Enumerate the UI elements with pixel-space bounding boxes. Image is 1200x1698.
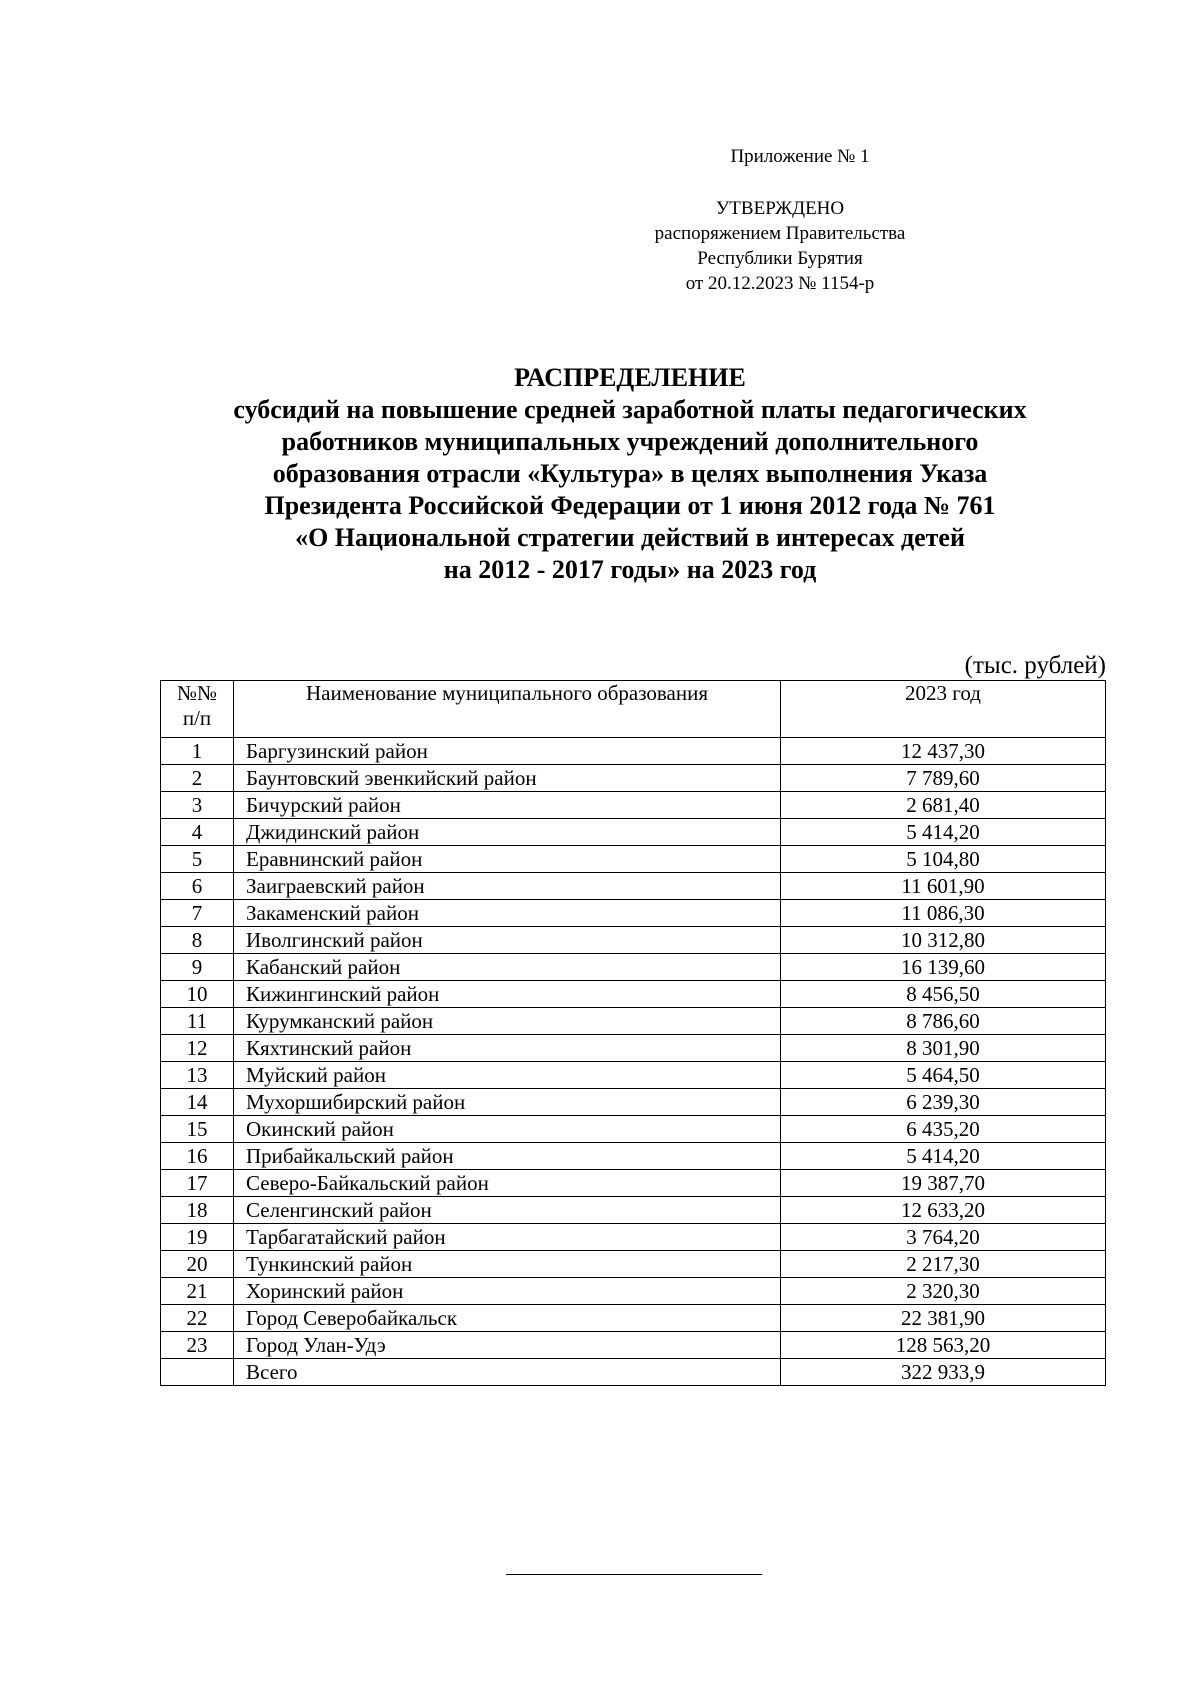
row-number: 8 — [161, 927, 234, 954]
row-name: Бичурский район — [234, 792, 781, 819]
table-row — [161, 981, 1106, 1008]
document-subtitle — [100, 394, 1160, 586]
unit-label: (тыс. рублей) — [964, 652, 1106, 679]
row-value: 16 139,60 — [781, 954, 1106, 981]
subtitle-line: образования отрасли «Культура» в целях выполнения Указа — [272, 459, 988, 488]
row-number — [161, 1359, 234, 1386]
row-name: Кижингинский район — [234, 981, 781, 1008]
table-row — [161, 765, 1106, 792]
row-number: 6 — [161, 873, 234, 900]
row-value: 2 320,30 — [781, 1278, 1106, 1305]
table-row — [161, 900, 1106, 927]
row-name: Город Улан-Удэ — [234, 1332, 781, 1359]
table-row — [161, 954, 1106, 981]
row-number: 4 — [161, 819, 234, 846]
row-value: 11 086,30 — [781, 900, 1106, 927]
row-number: 14 — [161, 1089, 234, 1116]
row-value: 10 312,80 — [781, 927, 1106, 954]
row-number: 13 — [161, 1062, 234, 1089]
row-value: 22 381,90 — [781, 1305, 1106, 1332]
row-value: 322 933,9 — [781, 1359, 1106, 1386]
row-name: Баргузинский район — [234, 738, 781, 765]
row-name: Мухоршибирский район — [234, 1089, 781, 1116]
row-value: 8 301,90 — [781, 1035, 1106, 1062]
table-row — [161, 1035, 1106, 1062]
row-value: 5 414,20 — [781, 819, 1106, 846]
row-number: 21 — [161, 1278, 234, 1305]
table-row — [161, 927, 1106, 954]
header-value: 2023 год — [781, 681, 1106, 738]
table-total-row — [161, 1359, 1106, 1386]
row-number: 22 — [161, 1305, 234, 1332]
row-value: 6 239,30 — [781, 1089, 1106, 1116]
table-row — [161, 819, 1106, 846]
row-value: 6 435,20 — [781, 1116, 1106, 1143]
table-row — [161, 1170, 1106, 1197]
row-number: 5 — [161, 846, 234, 873]
row-name: Курумканский район — [234, 1008, 781, 1035]
row-name: Баунтовский эвенкийский район — [234, 765, 781, 792]
table-body — [161, 738, 1106, 1386]
document-title: РАСПРЕДЕЛЕНИЕ — [514, 363, 746, 392]
table-row — [161, 1143, 1106, 1170]
row-name: Еравнинский район — [234, 846, 781, 873]
row-value: 3 764,20 — [781, 1224, 1106, 1251]
row-value: 7 789,60 — [781, 765, 1106, 792]
approval-line: УТВЕРЖДЕНО — [715, 198, 845, 219]
row-name: Хоринский район — [234, 1278, 781, 1305]
row-name: Закаменский район — [234, 900, 781, 927]
subtitle-line: «О Национальной стратегии действий в интересах детей — [295, 523, 965, 552]
subtitle-line: работников муниципальных учреждений дополнительного — [281, 427, 979, 456]
table-row — [161, 1251, 1106, 1278]
row-name: Селенгинский район — [234, 1197, 781, 1224]
row-name: Тарбагатайский район — [234, 1224, 781, 1251]
row-number: 19 — [161, 1224, 234, 1251]
table-row — [161, 1116, 1106, 1143]
document-heading — [100, 362, 1160, 586]
row-name: Город Северобайкальск — [234, 1305, 781, 1332]
row-value: 12 633,20 — [781, 1197, 1106, 1224]
approval-line: Республики Бурятия — [697, 248, 863, 269]
row-number: 15 — [161, 1116, 234, 1143]
row-name: Кабанский район — [234, 954, 781, 981]
row-name: Прибайкальский район — [234, 1143, 781, 1170]
row-number: 20 — [161, 1251, 234, 1278]
table-row — [161, 1197, 1106, 1224]
row-name: Всего — [234, 1359, 781, 1386]
row-value: 11 601,90 — [781, 873, 1106, 900]
row-number: 10 — [161, 981, 234, 1008]
row-number: 1 — [161, 738, 234, 765]
header-number-line1: №№ — [176, 681, 218, 705]
row-value: 19 387,70 — [781, 1170, 1106, 1197]
row-value: 12 437,30 — [781, 738, 1106, 765]
approval-line: распоряжением Правительства — [654, 223, 906, 244]
row-name: Кяхтинский район — [234, 1035, 781, 1062]
row-number: 17 — [161, 1170, 234, 1197]
distribution-table — [160, 680, 1106, 1386]
row-value: 5 104,80 — [781, 846, 1106, 873]
table-row — [161, 738, 1106, 765]
row-number: 7 — [161, 900, 234, 927]
table-row — [161, 792, 1106, 819]
row-value: 5 464,50 — [781, 1062, 1106, 1089]
row-name: Окинский район — [234, 1116, 781, 1143]
row-number: 2 — [161, 765, 234, 792]
header-number — [161, 681, 234, 738]
row-name: Муйский район — [234, 1062, 781, 1089]
row-number: 23 — [161, 1332, 234, 1359]
row-number: 3 — [161, 792, 234, 819]
row-number: 11 — [161, 1008, 234, 1035]
table-row — [161, 1089, 1106, 1116]
subtitle-line: Президента Российской Федерации от 1 июня 2012 года № 761 — [264, 491, 996, 520]
header-name: Наименование муниципального образования — [234, 681, 781, 738]
appendix-label: Приложение № 1 — [730, 146, 870, 167]
row-name: Джидинский район — [234, 819, 781, 846]
header-number-line2: п/п — [182, 706, 212, 730]
row-number: 18 — [161, 1197, 234, 1224]
table-row — [161, 1062, 1106, 1089]
row-value: 2 217,30 — [781, 1251, 1106, 1278]
row-number: 16 — [161, 1143, 234, 1170]
table-row — [161, 1278, 1106, 1305]
closing-line — [506, 1574, 762, 1575]
table-row — [161, 846, 1106, 873]
approval-block — [640, 196, 920, 296]
table-row — [161, 873, 1106, 900]
row-value: 8 456,50 — [781, 981, 1106, 1008]
row-number: 12 — [161, 1035, 234, 1062]
row-name: Тункинский район — [234, 1251, 781, 1278]
approval-line: от 20.12.2023 № 1154-р — [685, 273, 875, 294]
row-name: Иволгинский район — [234, 927, 781, 954]
row-value: 8 786,60 — [781, 1008, 1106, 1035]
table-row — [161, 1305, 1106, 1332]
subtitle-line: на 2012 - 2017 годы» на 2023 год — [443, 555, 817, 584]
table-header-row — [161, 681, 1106, 738]
subtitle-line: субсидий на повышение средней заработной платы педагогических — [233, 395, 1027, 424]
table-row — [161, 1224, 1106, 1251]
row-name: Северо-Байкальский район — [234, 1170, 781, 1197]
row-value: 2 681,40 — [781, 792, 1106, 819]
row-value: 128 563,20 — [781, 1332, 1106, 1359]
table-row — [161, 1008, 1106, 1035]
table-row — [161, 1332, 1106, 1359]
row-value: 5 414,20 — [781, 1143, 1106, 1170]
row-name: Заиграевский район — [234, 873, 781, 900]
row-number: 9 — [161, 954, 234, 981]
